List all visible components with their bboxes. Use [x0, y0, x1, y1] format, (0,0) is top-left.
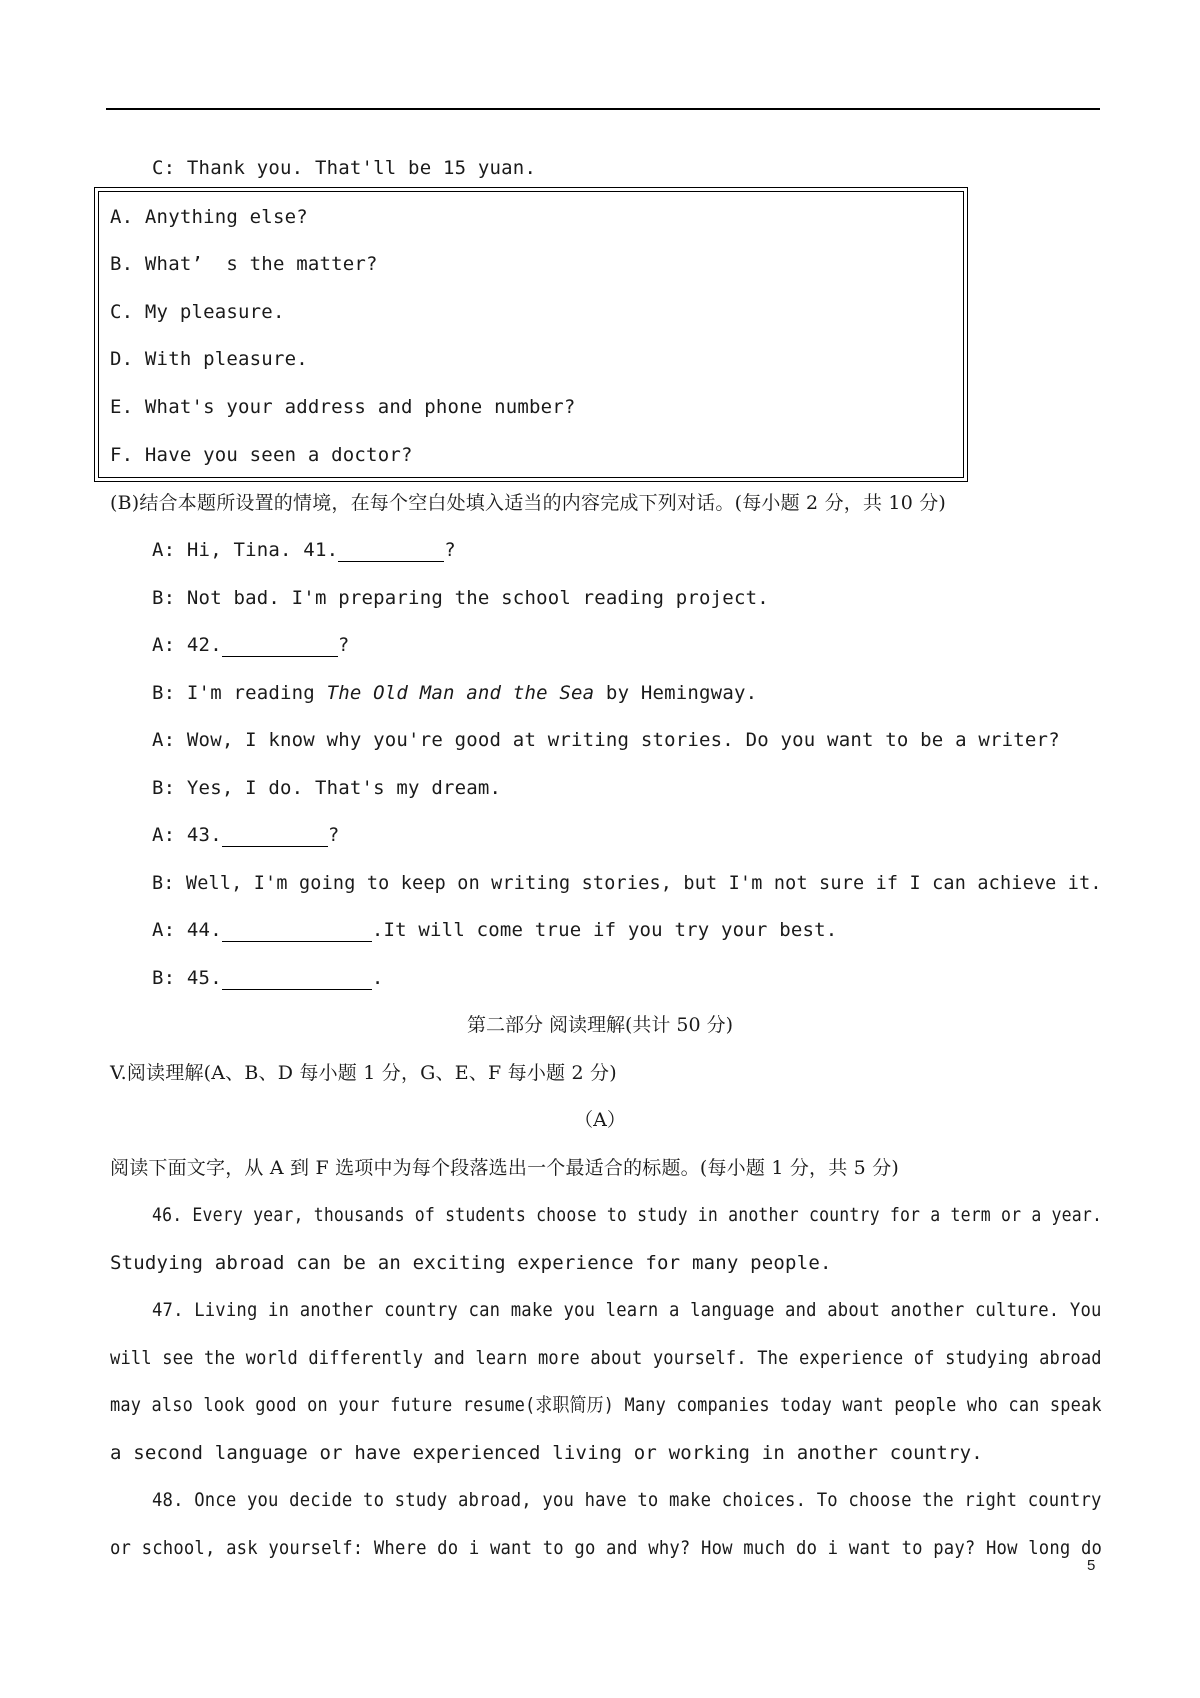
- subsection-a-label: （A）: [574, 1109, 626, 1131]
- header-rule: [106, 108, 1100, 110]
- part-two-heading: 第二部分 阅读理解(共计 50 分): [466, 1014, 734, 1036]
- dialogue-a3: A: Wow, I know why you're good at writing stories. Do you want to be a writer?: [152, 729, 1060, 751]
- answer-blank-41[interactable]: [338, 541, 444, 562]
- b2-prefix: B: I'm reading: [152, 682, 327, 704]
- passage-47-line-4: a second language or have experienced living or working in another country.: [110, 1442, 983, 1464]
- option-b: B. What’ s the matter?: [110, 253, 378, 275]
- question-44: [152, 918, 837, 942]
- section-a-instruction: 阅读下面文字，从 A 到 F 选项中为每个段落选出一个最适合的标题。(每小题 1 分，共 5 分): [110, 1157, 900, 1179]
- options-box: [98, 191, 964, 478]
- q43-suffix: ?: [327, 824, 340, 846]
- q41-suffix: ?: [444, 539, 456, 561]
- q42-prefix: A: 42.: [152, 634, 222, 656]
- dialogue-b3: B: Yes, I do. That's my dream.: [152, 777, 502, 799]
- passage-48-line-1: 48. Once you decide to study abroad, you have to make choices. To choose the right country: [152, 1489, 1102, 1511]
- q45-suffix: .: [371, 967, 384, 989]
- question-42: [152, 633, 349, 657]
- question-45: [152, 966, 383, 990]
- q43-prefix: A: 43.: [152, 824, 222, 846]
- option-c: C. My pleasure.: [110, 301, 285, 323]
- option-e: E. What's your address and phone number?: [110, 396, 576, 418]
- passage-46-line-1: 46. Every year, thousands of students choose to study in another country for a term or a year.: [152, 1204, 1103, 1226]
- b2-suffix: by Hemingway.: [594, 682, 758, 704]
- answer-blank-42[interactable]: [222, 636, 338, 657]
- book-title: The Old Man and the Sea: [326, 682, 595, 704]
- answer-blank-43[interactable]: [222, 826, 328, 847]
- q45-prefix: B: 45.: [152, 967, 222, 989]
- dialogue-b2: [152, 681, 757, 705]
- q42-suffix: ?: [337, 634, 350, 656]
- q41-prefix: A: Hi, Tina. 41.: [152, 539, 339, 561]
- question-43: [152, 823, 339, 847]
- option-d: D. With pleasure.: [110, 348, 308, 370]
- q44-suffix: .It will come true if you try your best.: [371, 919, 838, 941]
- passage-48-line-2: or school, ask yourself: Where do i want to go and why? How much do i want to pay? How long do: [110, 1537, 1103, 1559]
- dialogue-b4: B: Well, I'm going to keep on writing stories, but I'm not sure if I can achieve it.: [152, 872, 1102, 894]
- passage-47-line-2: will see the world differently and learn more about yourself. The experience of studying abroad: [110, 1347, 1102, 1369]
- answer-blank-44[interactable]: [222, 921, 372, 942]
- question-41: [152, 538, 456, 562]
- page-number: 5: [1087, 1557, 1096, 1574]
- passage-46-line-2: Studying abroad can be an exciting experience for many people.: [110, 1252, 832, 1274]
- section-b-instruction: (B)结合本题所设置的情境，在每个空白处填入适当的内容完成下列对话。(每小题 2 分，共 10 分): [110, 492, 947, 514]
- dialogue-b1: B: Not bad. I'm preparing the school reading project.: [152, 587, 769, 609]
- dialogue-line-c: C: Thank you. That'll be 15 yuan.: [152, 157, 537, 179]
- passage-47-line-1: 47. Living in another country can make you learn a language and about another culture. You: [152, 1299, 1102, 1321]
- q44-prefix: A: 44.: [152, 919, 222, 941]
- passage-47-line-3: may also look good on your future resume(求职简历) Many companies today want people who can speak: [110, 1394, 1102, 1416]
- answer-blank-45[interactable]: [222, 969, 372, 990]
- section-v-heading: V.阅读理解(A、B、D 每小题 1 分，G、E、F 每小题 2 分): [110, 1062, 617, 1084]
- option-a: A. Anything else?: [110, 206, 308, 228]
- option-f: F. Have you seen a doctor?: [110, 444, 413, 466]
